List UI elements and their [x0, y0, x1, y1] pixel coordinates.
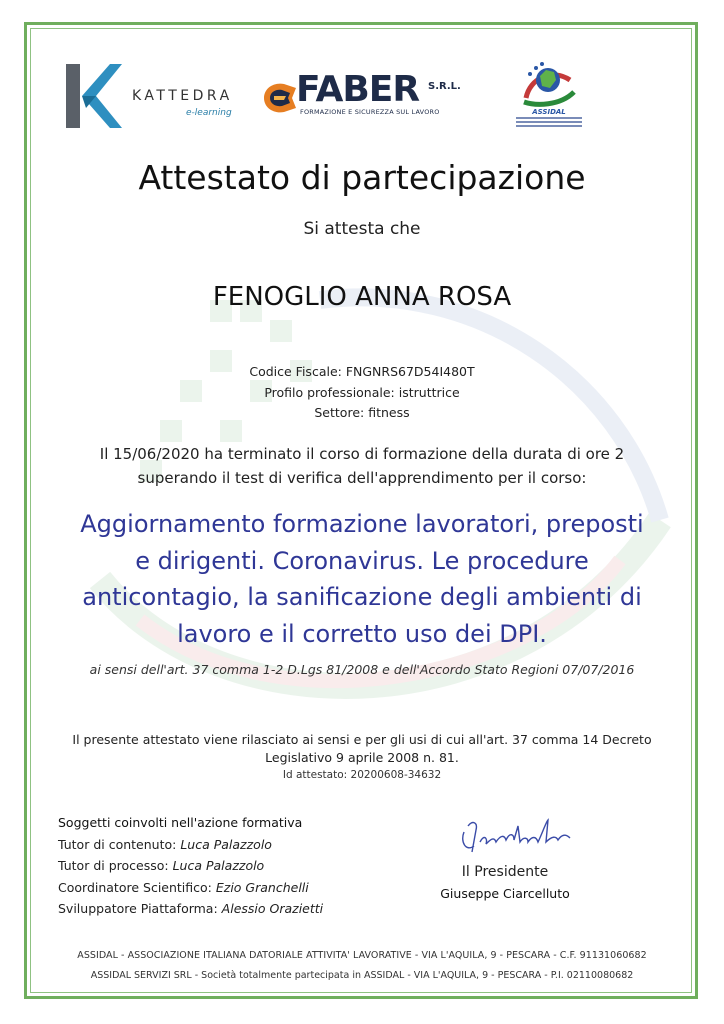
completion-line-2: superando il test di verifica dell'apprendimento per il corso:	[137, 469, 587, 487]
footer-line-1: ASSIDAL - ASSOCIAZIONE ITALIANA DATORIALE ATTIVITA' LAVORATIVE - VIA L'AQUILA, 9 - PESCARA - C.F. 91131060682	[77, 950, 647, 961]
course-title-line-4: lavoro e il corretto uso dei DPI.	[177, 619, 547, 648]
faber-logo-text: FABER	[296, 69, 420, 110]
course-title	[40, 506, 684, 652]
role-person: Luca Palazzolo	[172, 858, 265, 873]
assidal-logo-fineprint	[516, 117, 582, 129]
assidal-logo-icon	[516, 58, 580, 108]
participant-name: FENOGLIO ANNA ROSA	[212, 282, 512, 312]
president-role: Il Presidente	[461, 864, 549, 880]
role-label: Tutor di processo:	[58, 858, 169, 873]
kattedra-logo-subtitle: e-learning	[186, 108, 232, 118]
role-person: Ezio Granchelli	[215, 879, 309, 895]
course-title-line-3: anticontagio, la sanificazione degli ambienti di	[82, 583, 642, 611]
course-title-line-1: Aggiornamento formazione lavoratori, preposti	[80, 510, 644, 538]
settore: Settore: fitness	[314, 405, 410, 420]
role-label: Coordinatore Scientifico:	[58, 879, 212, 895]
certificate-title: Attestato di partecipazione	[138, 158, 586, 197]
decree-line-1: Il presente attestato viene rilasciato ai sensi e per gli usi di cui all'art. 37 comma 14 Decreto	[72, 732, 652, 747]
faber-logo-icon	[262, 80, 298, 116]
footer-line-2: ASSIDAL SERVIZI SRL - Società totalmente partecipata in ASSIDAL - VIA L'AQUILA, 9 - PESCARA - P.I. 02110080682	[90, 970, 634, 981]
role-person: Alessio Orazietti	[221, 901, 324, 916]
profilo-professionale: Profilo professionale: istruttrice	[264, 384, 460, 400]
president-signature	[456, 812, 576, 862]
president-name: Giuseppe Ciarcelluto	[440, 886, 570, 901]
training-roles	[58, 812, 323, 920]
logo-bar	[0, 58, 724, 138]
completion-paragraph	[52, 442, 672, 490]
assidal-logo-text: ASSIDAL	[532, 108, 566, 116]
certificate-id: Id attestato: 20200608-34632	[282, 769, 442, 781]
faber-logo-suffix: S.R.L.	[428, 81, 461, 92]
role-person: Luca Palazzolo	[180, 836, 272, 852]
training-roles-heading: Soggetti coinvolti nell'azione formativa	[58, 815, 303, 830]
course-title-line-2: e dirigenti. Coronavirus. Le procedure	[135, 546, 589, 575]
role-tutor-processo	[58, 855, 323, 877]
kattedra-logo-icon	[66, 64, 122, 128]
role-sviluppatore	[58, 898, 323, 920]
role-coordinatore	[58, 877, 323, 899]
role-label: Sviluppatore Piattaforma:	[58, 901, 218, 916]
faber-logo-subtitle: FORMAZIONE E SICUREZZA SUL LAVORO	[300, 108, 440, 116]
codice-fiscale: Codice Fiscale: FNGNRS67D54I480T	[249, 364, 475, 379]
role-tutor-contenuto	[58, 834, 323, 856]
attesta-line: Si attesta che	[303, 219, 421, 239]
legal-reference: ai sensi dell'art. 37 comma 1-2 D.Lgs 81/2008 e dell'Accordo Stato Regioni 07/07/2016	[89, 662, 635, 677]
completion-line-1: Il 15/06/2020 ha terminato il corso di formazione della durata di ore 2	[99, 445, 625, 463]
kattedra-logo-text: KATTEDRA	[132, 88, 233, 104]
decree-statement	[70, 731, 654, 767]
participant-info	[0, 362, 724, 424]
role-label: Tutor di contenuto:	[58, 836, 177, 852]
decree-line-2: Legislativo 9 aprile 2008 n. 81.	[265, 750, 459, 765]
